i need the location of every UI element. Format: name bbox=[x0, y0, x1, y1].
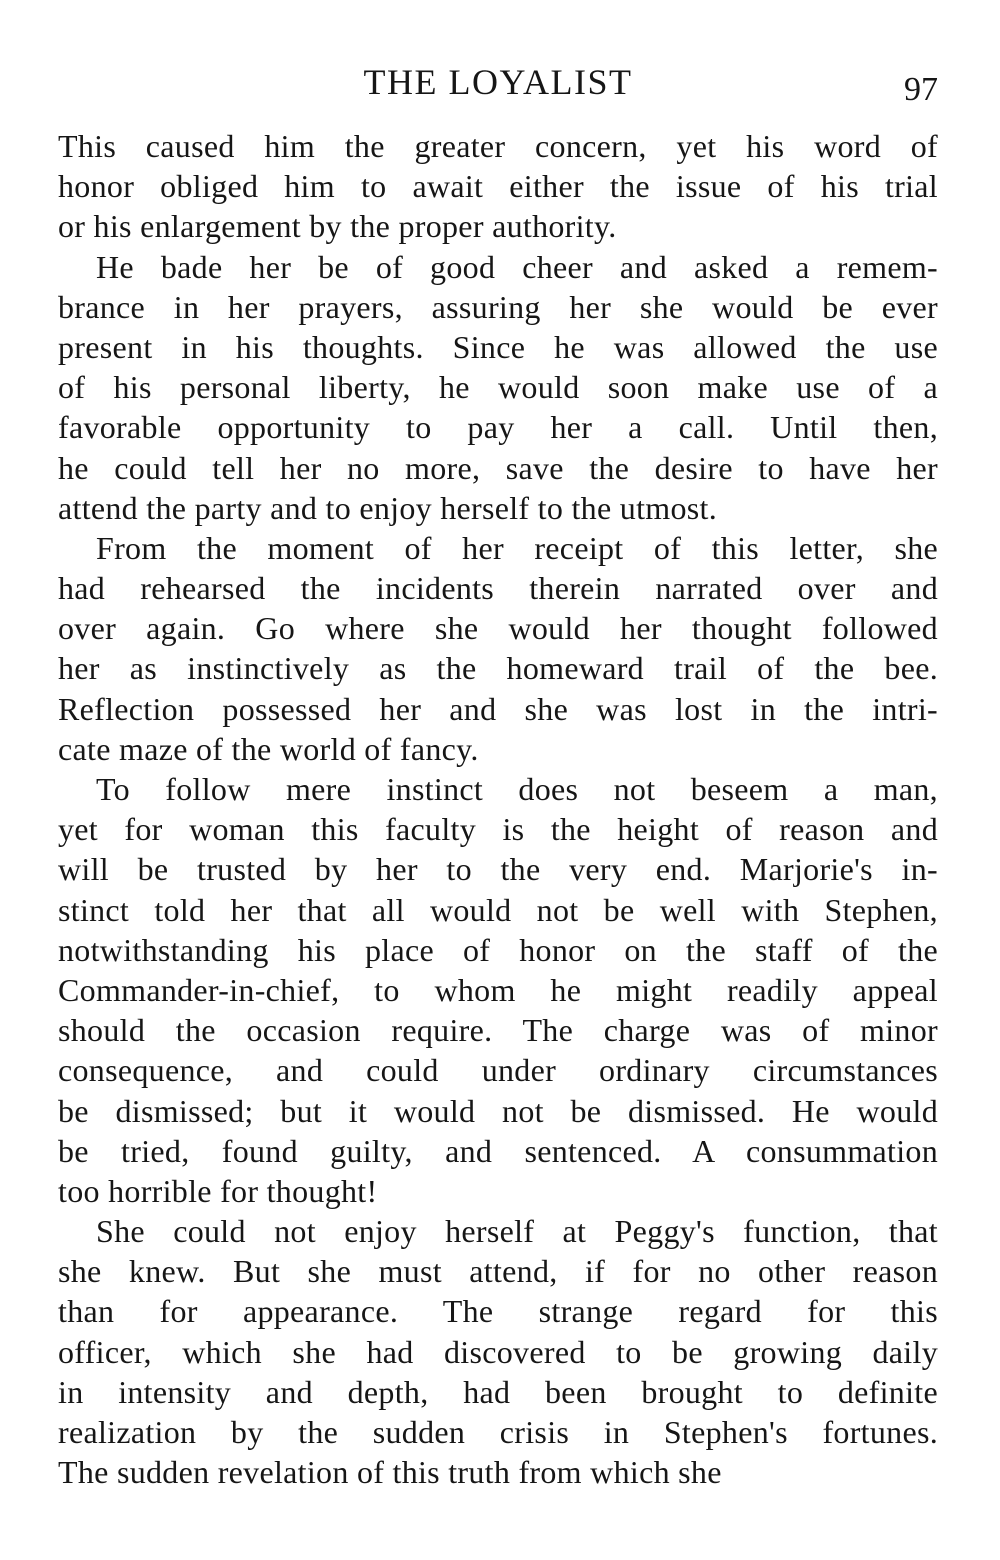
text-line: attend the party and to enjoy herself to the utmost. bbox=[58, 489, 717, 526]
text-line: yet for woman this faculty is the height of reason and bbox=[58, 811, 938, 848]
text-line: notwithstanding his place of honor on the staff of the bbox=[58, 931, 938, 968]
running-title: THE LOYALIST bbox=[363, 62, 633, 102]
text-line: he could tell her no more, save the desire to have her bbox=[58, 449, 938, 486]
body-text bbox=[58, 126, 938, 1492]
text-line: He bade her be of good cheer and asked a remem- bbox=[96, 248, 938, 285]
text-line: over again. Go where she would her thought followed bbox=[58, 610, 938, 647]
text-line: in intensity and depth, had been brought to definite bbox=[58, 1373, 938, 1410]
text-line: officer, which she had discovered to be growing daily bbox=[58, 1333, 938, 1370]
paragraph bbox=[58, 247, 938, 528]
text-line: To follow mere instinct does not beseem a man, bbox=[96, 771, 938, 807]
paragraph bbox=[58, 1211, 938, 1492]
text-line: be tried, found guilty, and sentenced. A consummation bbox=[58, 1132, 938, 1169]
text-line: She could not enjoy herself at Peggy's function, that bbox=[96, 1213, 938, 1250]
text-line: be dismissed; but it would not be dismissed. He would bbox=[58, 1092, 938, 1129]
text-line: brance in her prayers, assuring her she would be ever bbox=[58, 288, 938, 325]
running-head bbox=[58, 56, 938, 108]
text-line: From the moment of her receipt of this letter, she bbox=[96, 529, 938, 566]
text-line: of his personal liberty, he would soon make use of a bbox=[58, 369, 938, 406]
text-line: Reflection possessed her and she was lost in the intri- bbox=[58, 690, 938, 727]
text-line: favorable opportunity to pay her a call. Until then, bbox=[58, 409, 938, 446]
text-line: Commander-in-chief, to whom he might readily appeal bbox=[58, 971, 938, 1008]
text-line: she knew. But she must attend, if for no other reason bbox=[58, 1253, 938, 1290]
paragraph bbox=[58, 528, 938, 769]
text-line: consequence, and could under ordinary circumstances bbox=[58, 1052, 938, 1089]
text-line: too horrible for thought! bbox=[58, 1172, 378, 1209]
text-line: cate maze of the world of fancy. bbox=[58, 730, 479, 767]
text-line: This caused him the greater concern, yet his word of bbox=[58, 128, 938, 164]
text-line: stinct told her that all would not be well with Stephen, bbox=[58, 891, 938, 928]
book-page bbox=[58, 56, 938, 1492]
text-line: than for appearance. The strange regard for this bbox=[58, 1293, 938, 1330]
text-line: realization by the sudden crisis in Stephen's fortunes. bbox=[58, 1414, 938, 1450]
text-line: honor obliged him to await either the issue of his trial bbox=[58, 168, 938, 205]
text-line: The sudden revelation of this truth from which she bbox=[58, 1454, 722, 1491]
text-line: or his enlargement by the proper authority. bbox=[58, 208, 617, 245]
paragraph bbox=[58, 769, 938, 1211]
text-line: should the occasion require. The charge was of minor bbox=[58, 1012, 938, 1049]
text-line: her as instinctively as the homeward trail of the bee. bbox=[58, 650, 938, 687]
text-line: had rehearsed the incidents therein narrated over and bbox=[58, 570, 938, 607]
text-line: will be trusted by her to the very end. Marjorie's in- bbox=[58, 851, 938, 888]
page-number: 97 bbox=[904, 71, 938, 108]
paragraph bbox=[58, 126, 938, 247]
text-line: present in his thoughts. Since he was allowed the use bbox=[58, 328, 938, 365]
